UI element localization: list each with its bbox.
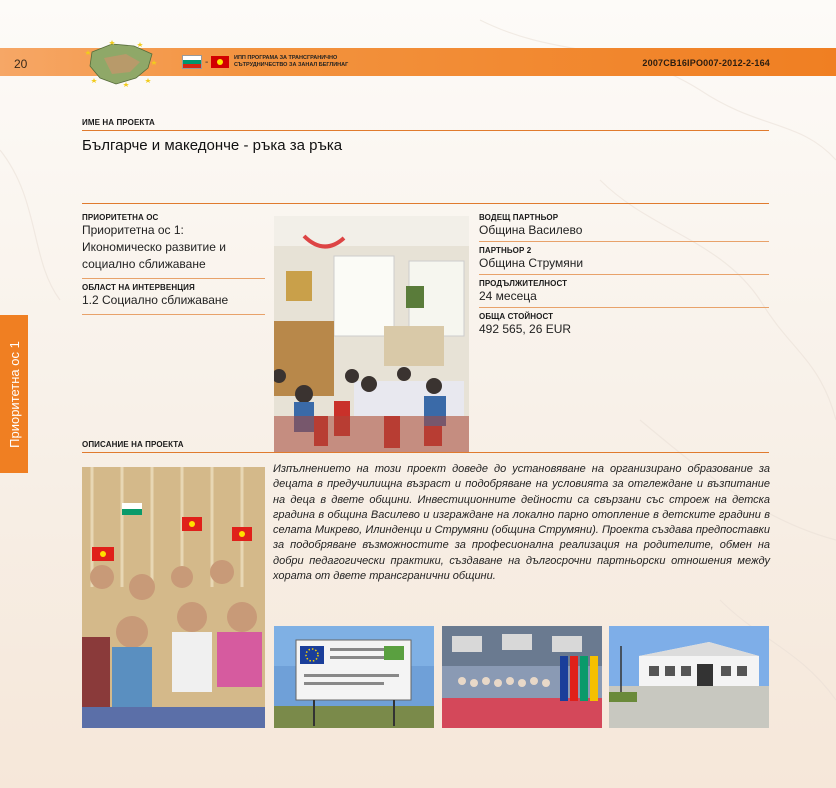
partner-flags <box>182 56 229 68</box>
project-name: Българче и македонче - ръка за ръка <box>82 137 343 154</box>
duration-label: ПРОДЪЛЖИТЕЛНОСТ <box>479 279 568 288</box>
divider <box>82 278 265 279</box>
divider <box>479 274 769 275</box>
priority-axis-value: Приоритетна ос 1: Икономическо развитие и социално сближаване <box>82 223 226 271</box>
description-label: ОПИСАНИЕ НА ПРОЕКТА <box>82 440 184 449</box>
divider <box>479 241 769 242</box>
programme-map-logo <box>82 38 160 90</box>
flag-separator: - <box>205 56 209 68</box>
divider <box>479 307 769 308</box>
reference-code: 2007CB16IPO007-2012-2-164 <box>642 58 770 68</box>
bulgaria-flag-icon <box>182 55 202 69</box>
divider <box>82 452 769 453</box>
description-text: Изпълнението на този проект доведе до установяване на организирано образование за децата в предучилищна възраст и подобряване на условията за отглеждане и възпитание на деца в двете общини. Инвестиционните дейности са свързани със строеж на детска градина в община Василево и изграждане на локално парно отопление в детските градини в селата Микрево, Илинденци и Струмяни (община Струмяни). Проекта създава предпоставки за подобряване възможностите за професионална реализация на родителите, обмен на добри педагогически практики, създаване на дългосрочни партньорски отношения между хората от двете трансгранични общини. <box>273 463 770 583</box>
macedonia-flag-icon <box>211 56 229 68</box>
duration-value: 24 месеца <box>479 289 537 303</box>
right-info-column <box>479 213 769 340</box>
lead-partner-value: Община Василево <box>479 223 583 237</box>
programme-title: ИПП ПРОГРАМА ЗА ТРАНСГРАНИЧНО СЪТРУДНИЧЕСТВО ЗА ЗАНАЛ БЕГЛИНАГ <box>234 55 349 68</box>
total-cost-value: 492 565, 26 EUR <box>479 322 572 336</box>
side-section-tab <box>0 315 28 473</box>
lead-partner-label: ВОДЕЩ ПАРТНЬОР <box>479 213 559 222</box>
divider <box>82 203 769 204</box>
project-name-label: ИМЕ НА ПРОЕКТА <box>82 118 155 127</box>
school-event-photo <box>442 626 602 728</box>
intervention-label: ОБЛАСТ НА ИНТЕРВЕНЦИЯ <box>82 283 195 292</box>
side-tab-label: Приоритетна ос 1 <box>6 340 22 448</box>
partner2-value: Община Струмяни <box>479 256 584 270</box>
divider <box>82 130 769 131</box>
total-cost-label: ОБЩА СТОЙНОСТ <box>479 312 554 321</box>
priority-axis-label: ПРИОРИТЕТНА ОС <box>82 213 159 222</box>
divider <box>82 314 265 315</box>
partner2-label: ПАРТНЬОР 2 <box>479 246 532 255</box>
left-info-column <box>82 213 265 319</box>
kindergarten-building-photo <box>609 626 769 728</box>
page-number: 20 <box>14 57 28 71</box>
children-flags-photo <box>82 467 265 728</box>
project-billboard-photo <box>274 626 434 728</box>
intervention-value: 1.2 Социално сближаване <box>82 293 229 307</box>
classroom-photo <box>274 216 469 453</box>
